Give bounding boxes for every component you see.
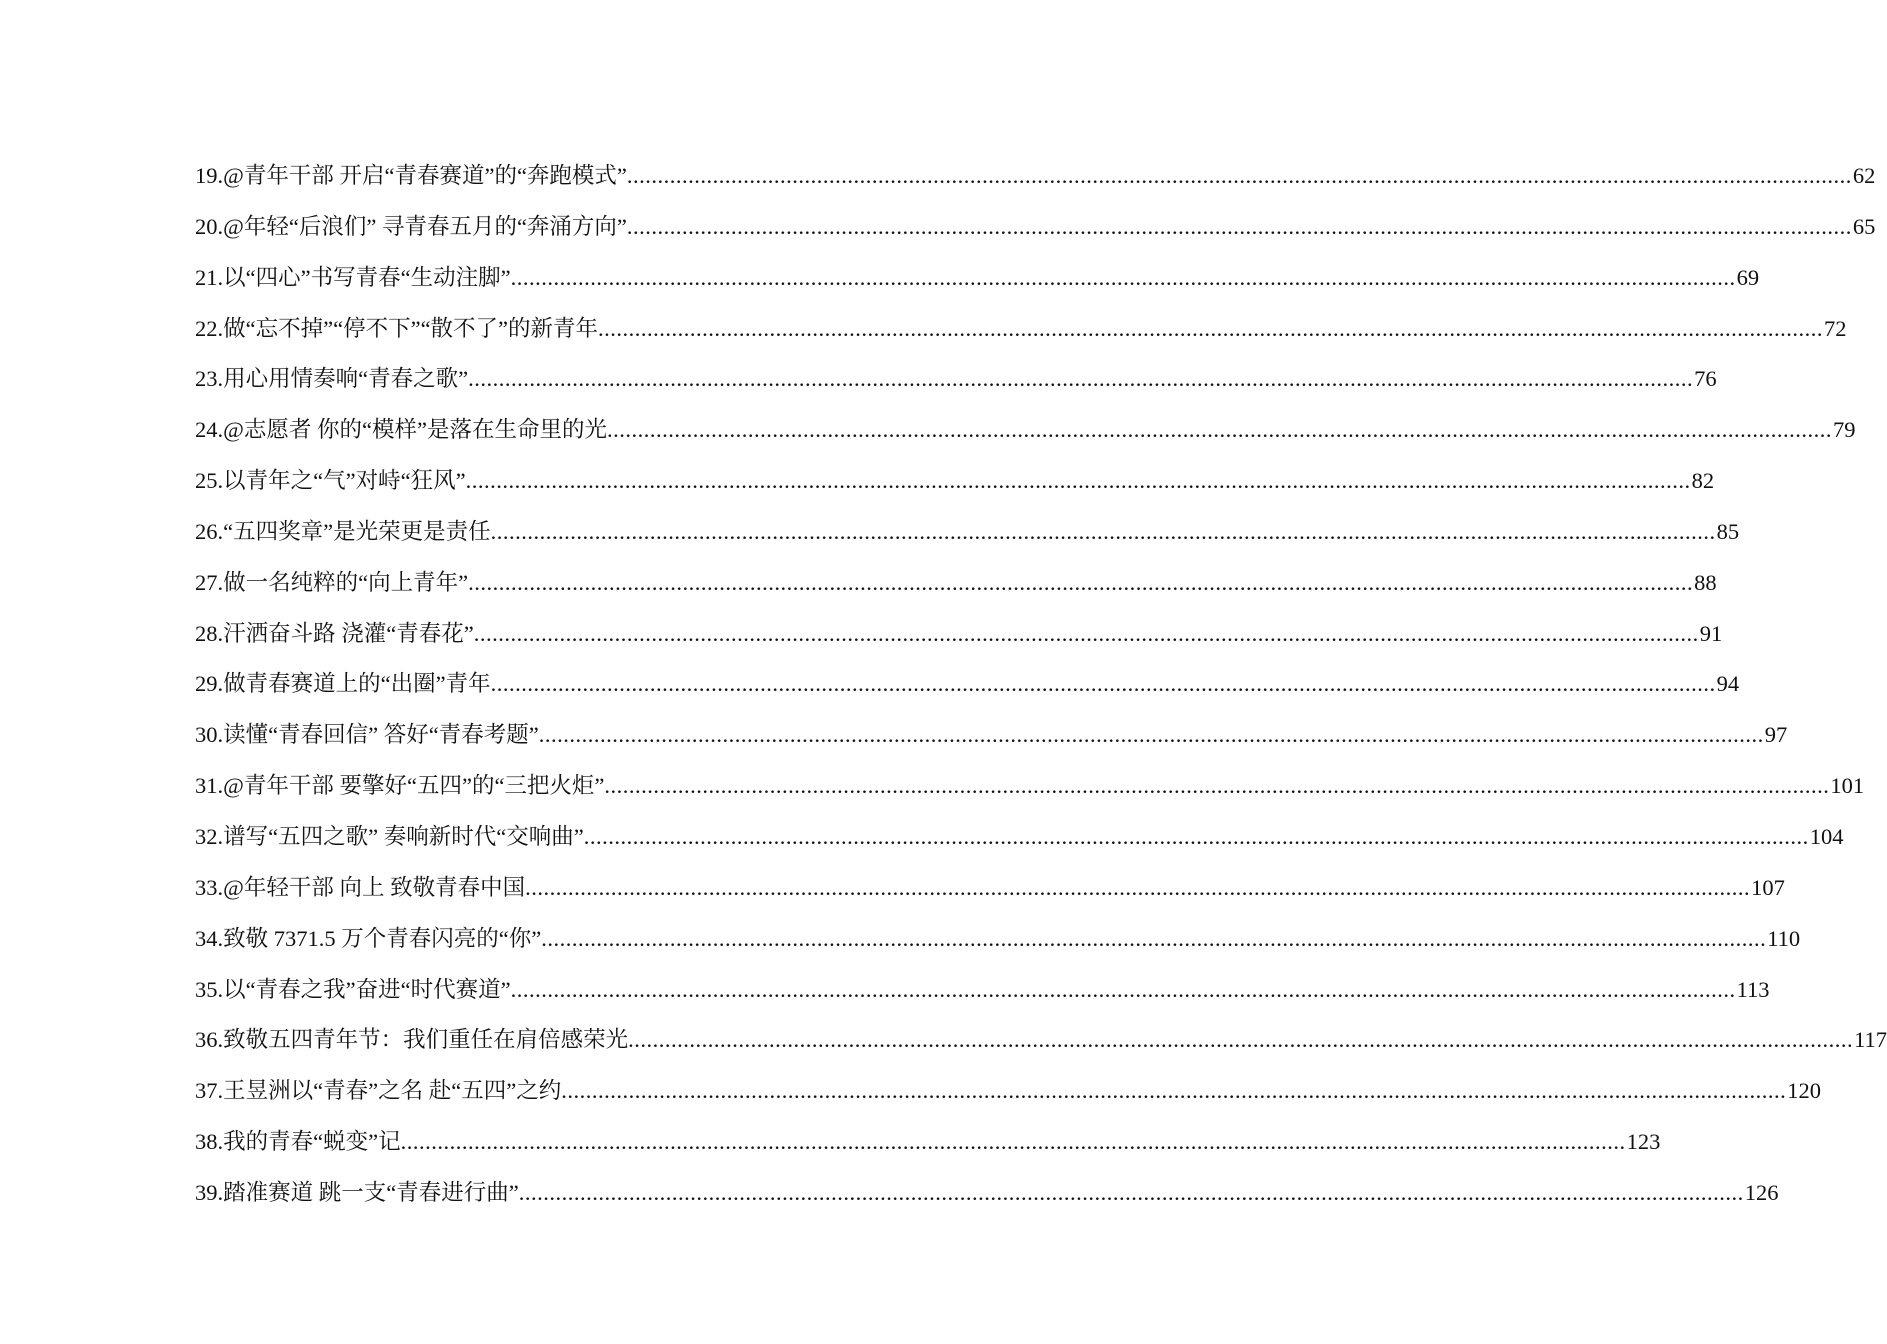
toc-entry-number: 34. (195, 925, 224, 951)
dot-leader: ........................................................................................................................................................................................................ (598, 315, 1824, 341)
toc-entry[interactable] (195, 151, 1876, 202)
dot-leader: ........................................................................................................................................................................................................ (628, 1027, 1854, 1053)
toc-entry-number: 25. (195, 468, 224, 494)
toc-entry-number: 24. (195, 417, 224, 443)
toc-entry-title: 做一名纯粹的“向上青年” (223, 569, 469, 595)
toc-entry-title: 做青春赛道上的“出圈”青年 (223, 671, 491, 697)
toc-entry-page-number: 123 (1626, 1129, 1661, 1155)
toc-entry-title: 谱写“五四之歌” 奏响新时代“交响曲” (223, 823, 584, 849)
toc-entry-number: 31. (195, 773, 224, 799)
dot-leader: ........................................................................................................................................................................................................ (518, 1179, 1744, 1205)
toc-entry-page-number: 126 (1744, 1179, 1779, 1205)
toc-entry-page-number: 101 (1830, 773, 1865, 799)
toc-entry[interactable] (195, 1015, 1887, 1066)
toc-entry[interactable] (195, 659, 1740, 710)
dot-leader: ........................................................................................................................................................................................................ (626, 163, 1852, 188)
toc-entry-title: 王昱洲以“青春”之名 赴“五四”之约 (223, 1078, 562, 1104)
toc-entry[interactable] (195, 253, 1760, 304)
toc-entry-number: 35. (195, 976, 224, 1002)
toc-entry[interactable] (195, 710, 1788, 761)
dot-leader: ........................................................................................................................................................................................................ (541, 925, 1767, 951)
toc-entry-title: @年轻“后浪们” 寻青春五月的“奔涌方向” (223, 213, 627, 239)
toc-entry-title: @青年干部 开启“青春赛道”的“奔跑模式” (223, 163, 627, 188)
dot-leader: ........................................................................................................................................................................................................ (538, 722, 1764, 748)
toc-entry-title: “五四奖章”是光荣更是责任 (223, 518, 491, 544)
toc-entry[interactable] (195, 1117, 1661, 1168)
toc-entry[interactable] (195, 354, 1717, 405)
toc-entry-page-number: 120 (1787, 1078, 1821, 1104)
dot-leader: ........................................................................................................................................................................................................ (468, 366, 1694, 392)
toc-entry-page-number: 113 (1736, 976, 1770, 1002)
toc-entry-title: @志愿者 你的“模样”是落在生命里的光 (223, 417, 607, 443)
toc-entry-page-number: 85 (1716, 518, 1740, 544)
dot-leader: ........................................................................................................................................................................................................ (490, 518, 1716, 544)
dot-leader: ........................................................................................................................................................................................................ (606, 417, 1832, 443)
dot-leader: ........................................................................................................................................................................................................ (490, 671, 1716, 697)
toc-entry[interactable] (195, 304, 1847, 355)
dot-leader: ........................................................................................................................................................................................................ (626, 213, 1852, 239)
toc-entry[interactable] (195, 965, 1770, 1016)
toc-entry[interactable] (195, 405, 1856, 456)
toc-entry-page-number: 110 (1767, 925, 1801, 951)
toc-entry-page-number: 94 (1716, 671, 1740, 697)
toc-entry-title: @年轻干部 向上 致敬青春中国 (223, 874, 526, 900)
toc-entry-number: 27. (195, 569, 224, 595)
toc-entry-number: 28. (195, 620, 224, 646)
toc-entry-number: 30. (195, 722, 224, 748)
toc-entry[interactable] (195, 1066, 1821, 1117)
dot-leader: ........................................................................................................................................................................................................ (510, 264, 1736, 290)
toc-entry[interactable] (195, 202, 1876, 253)
toc-entry-number: 39. (195, 1179, 224, 1205)
dot-leader: ........................................................................................................................................................................................................ (473, 620, 1699, 646)
toc-entry-title: 致敬 7371.5 万个青春闪亮的“你” (223, 925, 542, 951)
toc-entry-page-number: 117 (1854, 1027, 1887, 1053)
dot-leader: ........................................................................................................................................................................................................ (525, 874, 1751, 900)
toc-entry-page-number: 72 (1824, 315, 1847, 341)
toc-entry-title: @青年干部 要擎好“五四”的“三把火炬” (223, 773, 605, 799)
toc-entry-page-number: 62 (1852, 163, 1876, 188)
toc-entry-title: 我的青春“蜕变”记 (223, 1129, 401, 1155)
toc-entry-title: 致敬五四青年节：我们重任在肩倍感荣光 (223, 1027, 629, 1053)
toc-entry[interactable] (195, 914, 1801, 965)
toc-entry-title: 以“青春之我”奋进“时代赛道” (223, 976, 511, 1002)
toc-entry-title: 做“忘不掉”“停不下”“散不了”的新青年 (223, 315, 599, 341)
toc-entry-number: 22. (195, 315, 224, 341)
toc-entry-page-number: 65 (1852, 213, 1876, 239)
toc-entry-number: 26. (195, 518, 224, 544)
toc-entry[interactable] (195, 761, 1865, 812)
toc-entry-number: 29. (195, 671, 224, 697)
toc-entry-number: 23. (195, 366, 224, 392)
dot-leader: ........................................................................................................................................................................................................ (510, 976, 1736, 1002)
dot-leader: ........................................................................................................................................................................................................ (604, 773, 1830, 799)
toc-entry-title: 读懂“青春回信” 答好“青春考题” (223, 722, 539, 748)
toc-entry-number: 21. (195, 264, 224, 290)
toc-entry[interactable] (195, 1168, 1779, 1219)
toc-entry[interactable] (195, 863, 1785, 914)
toc-entry-title: 以青年之“气”对峙“狂风” (223, 468, 466, 494)
toc-entry-page-number: 104 (1809, 823, 1844, 849)
toc-entry-title: 踏准赛道 跳一支“青春进行曲” (223, 1179, 519, 1205)
toc-entry-number: 32. (195, 823, 224, 849)
dot-leader: ........................................................................................................................................................................................................ (583, 823, 1809, 849)
dot-leader: ........................................................................................................................................................................................................ (561, 1078, 1787, 1104)
toc-entry-page-number: 69 (1736, 264, 1760, 290)
toc-entry-page-number: 107 (1751, 874, 1785, 900)
toc-entry-page-number: 91 (1699, 620, 1723, 646)
toc-entry-page-number: 82 (1691, 468, 1715, 494)
toc-entry[interactable] (195, 456, 1715, 507)
toc-entry[interactable] (195, 609, 1723, 660)
toc-entry-page-number: 88 (1694, 569, 1717, 595)
toc-entry-number: 38. (195, 1129, 224, 1155)
toc-entry-number: 20. (195, 213, 224, 239)
toc-entry-title: 以“四心”书写青春“生动注脚” (223, 264, 511, 290)
table-of-contents (195, 151, 1887, 1219)
toc-entry-title: 汗洒奋斗路 浇灌“青春花” (223, 620, 474, 646)
toc-entry[interactable] (195, 507, 1740, 558)
toc-entry-page-number: 79 (1832, 417, 1856, 443)
toc-entry[interactable] (195, 812, 1844, 863)
toc-entry-page-number: 76 (1694, 366, 1717, 392)
dot-leader: ........................................................................................................................................................................................................ (468, 569, 1694, 595)
dot-leader: ........................................................................................................................................................................................................ (400, 1129, 1626, 1155)
toc-entry-number: 19. (195, 163, 224, 188)
toc-entry-number: 37. (195, 1078, 224, 1104)
dot-leader: ........................................................................................................................................................................................................ (465, 468, 1691, 494)
toc-entry-number: 36. (195, 1027, 224, 1053)
toc-entry[interactable] (195, 558, 1717, 609)
toc-entry-number: 33. (195, 874, 224, 900)
toc-entry-page-number: 97 (1764, 722, 1788, 748)
toc-entry-title: 用心用情奏响“青春之歌” (223, 366, 469, 392)
